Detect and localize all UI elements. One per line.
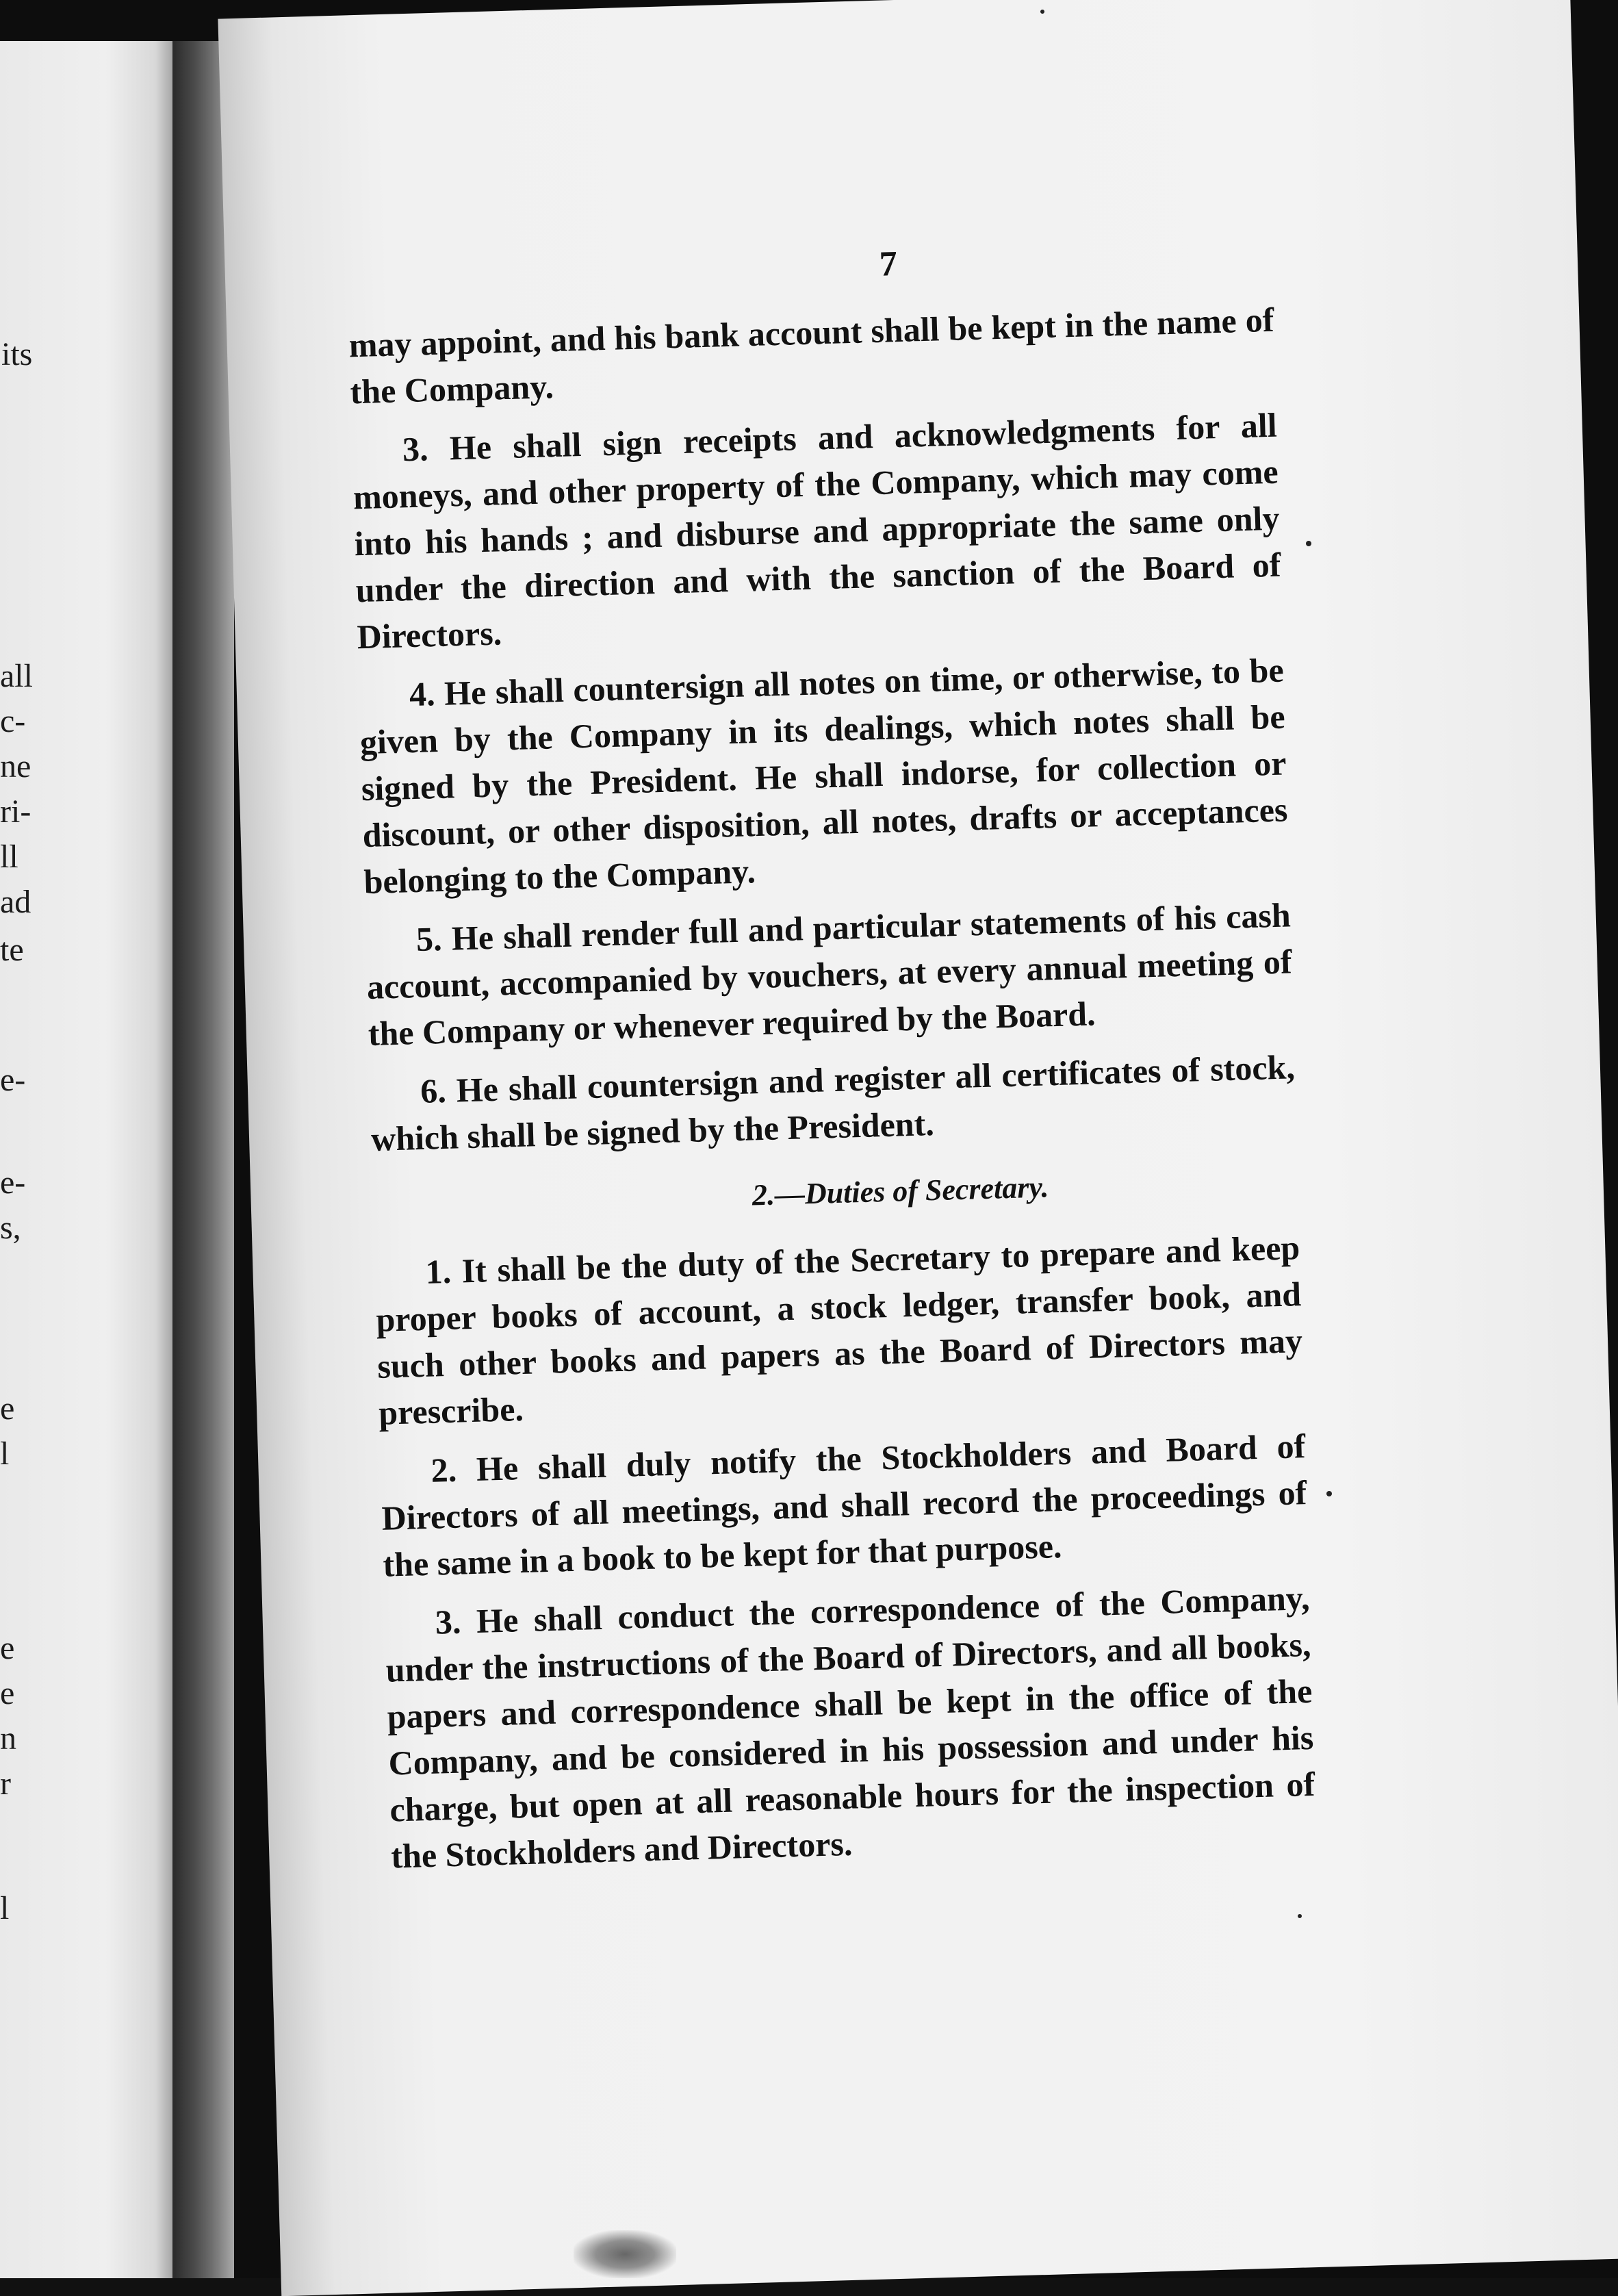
left-page-fragment: te: [0, 932, 24, 968]
book-spine-shadow: [172, 41, 234, 2278]
paragraph-3: 3. He shall sign receipts and acknowledgments for all moneys, and other property of the Company, which may come into his hands ; and disburse and appropriate the same only under the direction and with the sanction of the Board of Directors.: [352, 405, 1282, 656]
section-heading: 2.—Duties of Secretary.: [752, 1170, 1049, 1212]
left-page-fragment: all: [0, 658, 33, 694]
left-page-fragment: ll: [0, 839, 18, 875]
left-page-fragment: l: [0, 1890, 10, 1926]
left-page-fragment: l: [0, 1436, 10, 1472]
page-number: 7: [878, 244, 898, 284]
left-page-fragment: e-: [0, 1164, 26, 1201]
left-page-fragment: ad: [0, 884, 31, 920]
document-page: [218, 0, 1618, 2296]
ink-blot: [574, 2230, 676, 2278]
paragraph-continuation: may appoint, and his bank account shall be kept in the name of the Company.: [348, 300, 1275, 411]
secretary-paragraph-1: 1. It shall be the duty of the Secretary to prepare and keep proper books of account, a stock ledger, transfer book, and such other books and papers as the Board of Directors may prescribe.: [375, 1228, 1303, 1432]
secretary-paragraph-2: 2. He shall duly notify the Stockholders and Board of Directors of all meetings, and shall record the proceedings of the same in a book to be kept for that purpose.: [381, 1427, 1307, 1584]
left-page-fragment: s,: [0, 1210, 21, 1246]
left-page-fragment: e-: [0, 1062, 26, 1098]
left-page-fragment: ne: [0, 748, 31, 785]
left-page-fragment: e: [0, 1390, 15, 1427]
previous-page-edge: [0, 41, 177, 2278]
paragraph-4: 4. He shall countersign all notes on time, or otherwise, to be given by the Company in its dealings, which notes shall be signed by the President. He shall indorse, for collection or discount, or other disposition, all notes, drafts or acceptances belonging to the Company.: [359, 650, 1289, 902]
paragraph-5: 5. He shall render full and particular statements of his cash account, accompanied by vouchers, at every annual meeting of the Company or whenever required by the Board.: [366, 895, 1293, 1054]
left-page-fragment: e: [0, 1630, 15, 1666]
left-page-fragment: r: [0, 1765, 11, 1802]
left-page-fragment: e: [0, 1675, 15, 1711]
ink-speck: [1306, 541, 1311, 546]
secretary-paragraph-3: 3. He shall conduct the correspondence of the Company, under the instructions of the Board of Directors, and all books, papers and correspondence shall be kept in the office of the Company, and be considered in his possession and under his charge, but open at all reasonable hours for the inspection of the Stockholders and Directors.: [385, 1578, 1315, 1876]
ink-speck: [1298, 1914, 1302, 1918]
ink-speck: [1040, 10, 1044, 14]
left-page-fragment: ri-: [0, 793, 31, 830]
left-page-fragment: n: [0, 1720, 16, 1757]
ink-speck: [1326, 1491, 1332, 1496]
paragraph-6: 6. He shall countersign and register all certificates of stock, which shall be signed by the President.: [370, 1047, 1296, 1158]
left-page-fragment: its: [1, 336, 33, 372]
left-page-fragment: c-: [0, 703, 26, 739]
page-body: [346, 231, 1317, 1892]
